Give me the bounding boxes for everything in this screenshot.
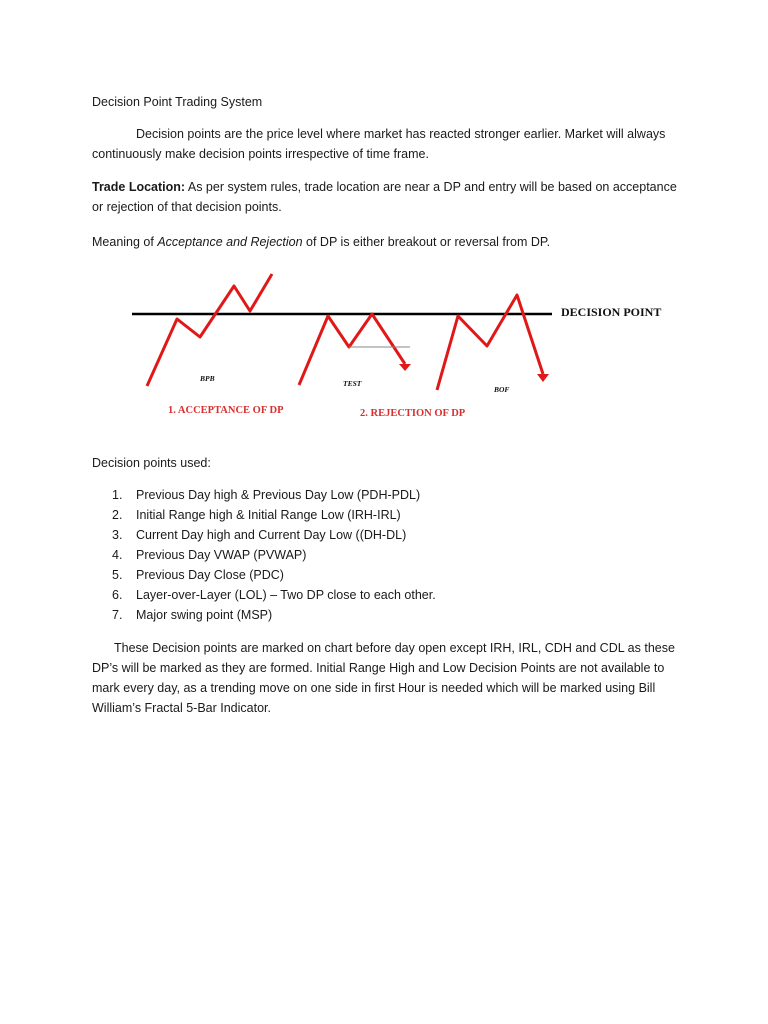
closing-line-4: William’s Fractal 5-Bar Indicator. xyxy=(92,701,271,715)
list-item-text: Layer-over-Layer (LOL) – Two DP close to each other. xyxy=(136,588,436,602)
decision-points-list xyxy=(92,485,436,625)
meaning-suffix: of DP is either breakout or reversal from DP. xyxy=(302,235,551,249)
meaning-prefix: Meaning of xyxy=(92,235,158,249)
intro-line-1: Decision points are the price level where market has reacted stronger earlier. Market will always xyxy=(136,127,666,141)
test-price-path xyxy=(299,314,405,385)
list-item xyxy=(92,605,436,625)
list-item-number: 6. xyxy=(112,588,123,602)
test-label: TEST xyxy=(343,379,362,388)
meaning-italic: Acceptance and Rejection xyxy=(157,235,303,249)
document-title: Decision Point Trading System xyxy=(92,95,263,109)
list-item-number: 2. xyxy=(112,508,123,522)
intro-line-2: continuously make decision points irrespective of time frame. xyxy=(92,147,429,161)
bpb-label: BPB xyxy=(200,374,215,383)
trade-location-text-2: or rejection of that decision points. xyxy=(92,200,282,214)
bof-arrow-head xyxy=(537,374,549,382)
trade-location-paragraph xyxy=(92,177,692,217)
list-item-number: 4. xyxy=(112,548,123,562)
list-item-text: Major swing point (MSP) xyxy=(136,608,273,622)
list-item xyxy=(92,545,436,565)
test-arrow-head xyxy=(399,364,411,371)
decision-point-diagram xyxy=(120,270,680,428)
list-item-text: Initial Range high & Initial Range Low (IRH-IRL) xyxy=(136,508,401,522)
list-item xyxy=(92,505,436,525)
list-item-number: 7. xyxy=(112,608,123,622)
meaning-paragraph xyxy=(92,232,692,252)
closing-paragraph xyxy=(92,638,692,718)
list-item xyxy=(92,525,436,545)
intro-paragraph xyxy=(92,124,692,164)
acceptance-price-path xyxy=(147,274,272,386)
closing-line-3: mark every day, as a trending move on one side in first Hour is needed which will be marked using Bill xyxy=(92,681,656,695)
list-item-number: 1. xyxy=(112,488,123,502)
list-item-text: Previous Day high & Previous Day Low (PDH-PDL) xyxy=(136,488,421,502)
list-item xyxy=(92,485,436,505)
list-item-text: Previous Day Close (PDC) xyxy=(136,568,284,582)
bof-price-path xyxy=(437,295,543,390)
list-item xyxy=(92,585,436,605)
closing-line-1: These Decision points are marked on chart before day open except IRH, IRL, CDH and CDL as these xyxy=(114,641,675,655)
list-item xyxy=(92,565,436,585)
list-item-number: 3. xyxy=(112,528,123,542)
rejection-label: 2. REJECTION OF DP xyxy=(360,408,466,419)
bof-label: BOF xyxy=(494,385,510,394)
trade-location-text-1: As per system rules, trade location are near a DP and entry will be based on acceptance xyxy=(185,180,677,194)
trade-location-label: Trade Location: xyxy=(92,180,186,194)
list-item-number: 5. xyxy=(112,568,123,582)
list-item-text: Previous Day VWAP (PVWAP) xyxy=(136,548,307,562)
acceptance-label: 1. ACCEPTANCE OF DP xyxy=(168,405,284,416)
decision-points-heading: Decision points used: xyxy=(92,456,211,470)
list-item-text: Current Day high and Current Day Low ((DH-DL) xyxy=(136,528,407,542)
decision-point-label: DECISION POINT xyxy=(561,305,662,319)
closing-line-2: DP’s will be marked as they are formed. Initial Range High and Low Decision Points are not available to xyxy=(92,661,665,675)
